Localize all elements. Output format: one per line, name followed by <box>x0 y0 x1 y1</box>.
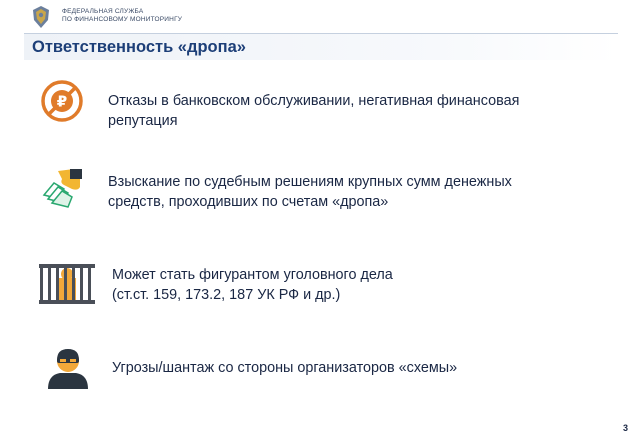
title-bar <box>24 33 618 60</box>
svg-text:₽: ₽ <box>56 92 68 111</box>
money-hand-icon <box>40 165 86 209</box>
page-number: 3 <box>622 423 628 433</box>
organization-name <box>62 8 182 24</box>
page-title: Ответственность «дропа» <box>32 38 246 56</box>
item-text <box>112 358 457 378</box>
masked-person-icon <box>46 347 90 389</box>
item-line-1: Может стать фигурантом уголовного дела <box>112 267 393 283</box>
item-line-2: репутация <box>108 113 178 129</box>
item-line-2: средств, проходивших по счетам «дропа» <box>108 194 389 210</box>
item-line-1: Взыскание по судебным решениям крупных сумм денежных <box>108 174 512 190</box>
item-text <box>112 265 393 305</box>
org-line-1: ФЕДЕРАЛЬНАЯ СЛУЖБА <box>62 8 144 15</box>
org-line-2: ПО ФИНАНСОВОМУ МОНИТОРИНГУ <box>62 16 183 23</box>
no-ruble-icon <box>40 79 84 123</box>
item-line-2: (ст.ст. 159, 173.2, 187 УК РФ и др.) <box>112 287 341 303</box>
item-text <box>108 172 512 212</box>
jail-bars-icon <box>38 262 96 306</box>
item-text <box>108 91 519 131</box>
coat-of-arms-icon <box>28 4 54 30</box>
header <box>0 0 640 32</box>
item-line-1: Угрозы/шантаж со стороны организаторов «схемы» <box>112 360 458 376</box>
item-line-1: Отказы в банковском обслуживании, негативная финансовая <box>108 93 520 109</box>
